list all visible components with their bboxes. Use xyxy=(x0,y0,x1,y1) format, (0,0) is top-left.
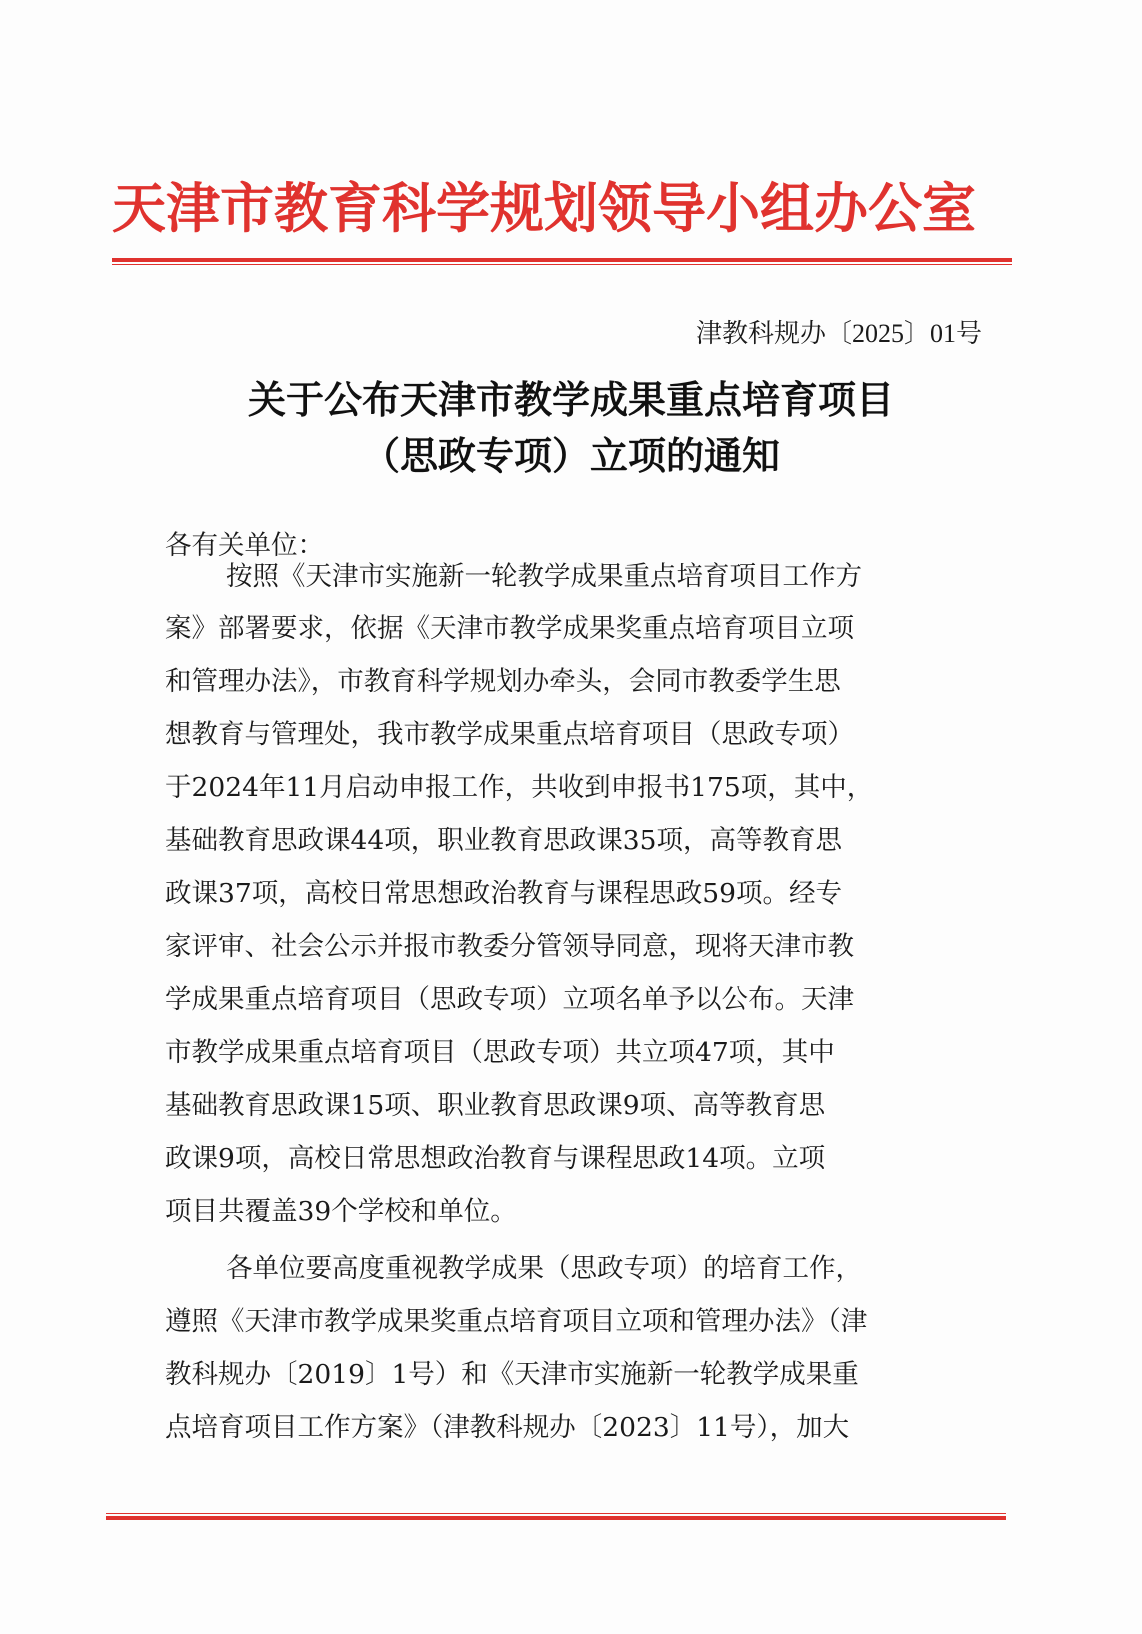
body-line: 遵照《天津市教学成果奖重点培育项目立项和管理办法》（津 xyxy=(165,1306,868,1337)
body-line: 想教育与管理处，我市教学成果重点培育项目（思政专项） xyxy=(165,719,854,750)
body-line: 家评审、社会公示并报市教委分管领导同意，现将天津市教 xyxy=(165,931,854,962)
body-line: 按照《天津市实施新一轮教学成果重点培育项目工作方 xyxy=(226,561,862,592)
body-line: 和管理办法》，市教育科学规划办牵头，会同市教委学生思 xyxy=(165,666,841,697)
body-line: 教科规办〔2019〕1号）和《天津市实施新一轮教学成果重 xyxy=(165,1359,859,1390)
document-number: 津教科规办〔2025〕01号 xyxy=(695,319,982,348)
body-line: 基础教育思政课44项，职业教育思政课35项，高等教育思 xyxy=(165,825,842,856)
header-red-rule-thick xyxy=(112,258,1012,262)
body-line: 于2024年11月启动申报工作，共收到申报书175项，其中， xyxy=(165,772,874,803)
body-line: 学成果重点培育项目（思政专项）立项名单予以公布。天津 xyxy=(165,984,854,1015)
footer-red-rule-thin xyxy=(106,1513,1006,1514)
body-line: 基础教育思政课15项、职业教育思政课9项、高等教育思 xyxy=(165,1090,826,1121)
salutation: 各有关单位： xyxy=(165,530,324,561)
body-line: 政课9项，高校日常思想政治教育与课程思政14项。立项 xyxy=(165,1143,826,1174)
body-line: 市教学成果重点培育项目（思政专项）共立项47项，其中 xyxy=(165,1037,835,1068)
body-line: 点培育项目工作方案》（津教科规办〔2023〕11号），加大 xyxy=(165,1412,850,1443)
header-red-rule-thin xyxy=(112,264,1012,265)
notice-title-line-2: （思政专项）立项的通知 xyxy=(361,433,780,478)
body-line: 各单位要高度重视教学成果（思政专项）的培育工作， xyxy=(226,1253,862,1284)
notice-title-line-1: 关于公布天津市教学成果重点培育项目 xyxy=(247,377,894,422)
footer-red-rule-thick xyxy=(106,1516,1006,1520)
body-line: 案》部署要求，依据《天津市教学成果奖重点培育项目立项 xyxy=(165,613,854,644)
body-line: 项目共覆盖39个学校和单位。 xyxy=(165,1196,517,1227)
body-line: 政课37项，高校日常思想政治教育与课程思政59项。经专 xyxy=(165,878,842,909)
org-header-title: 天津市教育科学规划领导小组办公室 xyxy=(112,176,976,240)
